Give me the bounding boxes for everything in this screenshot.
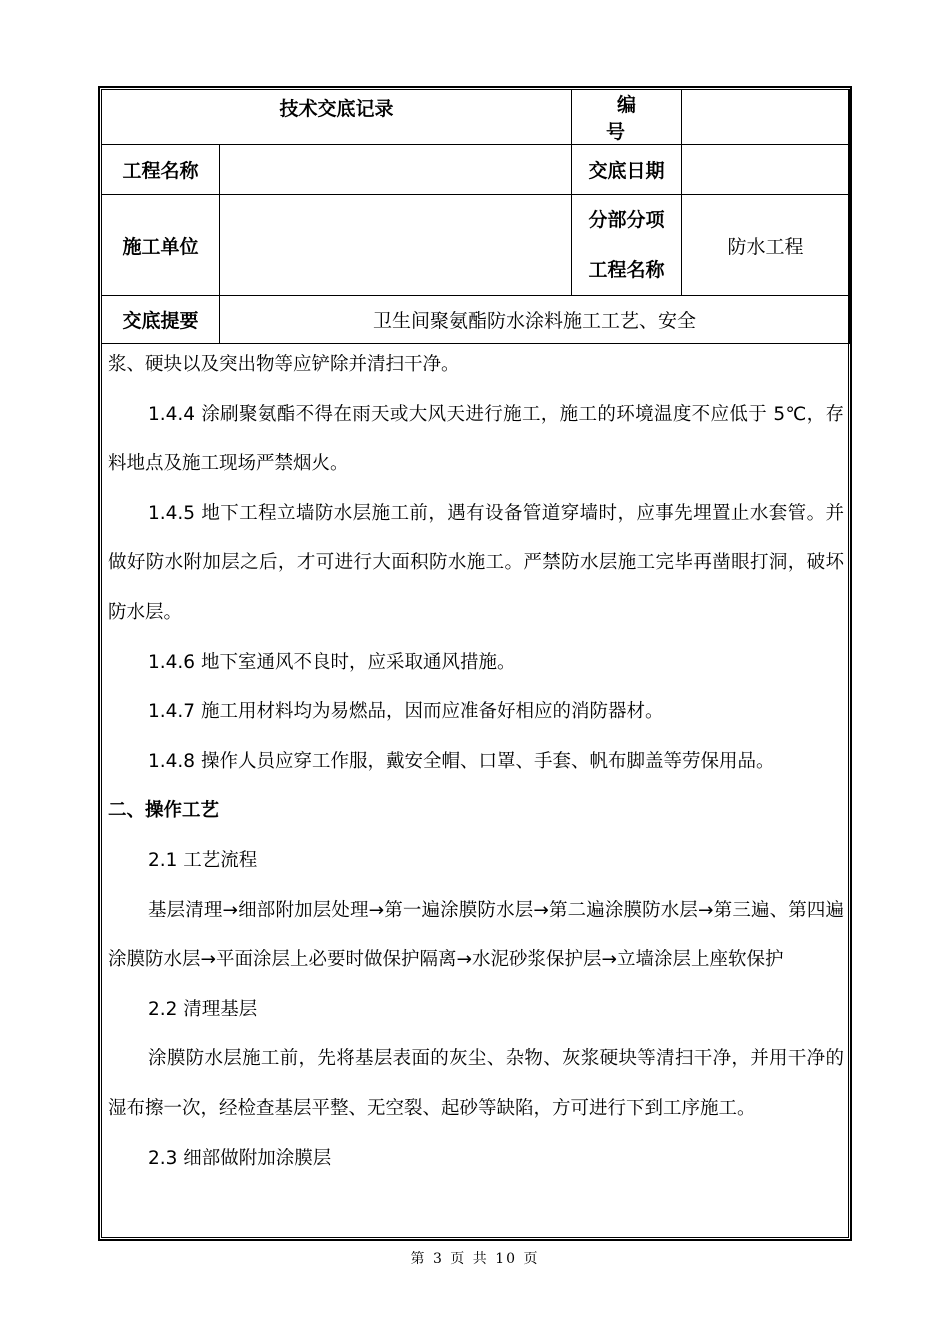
project-name-value[interactable] <box>220 145 572 195</box>
document-title: 技术交底记录 <box>102 90 572 145</box>
page-footer: 第 3 页 共 10 页 <box>410 1251 540 1267</box>
number-label: 编 号 <box>572 90 682 145</box>
subsection-heading: 2.3 细部做附加涂膜层 <box>148 1147 332 1169</box>
date-value[interactable] <box>682 145 850 195</box>
subsection-heading: 2.1 工艺流程 <box>148 849 258 871</box>
date-label: 交底日期 <box>572 145 682 195</box>
section-heading: 二、操作工艺 <box>108 800 220 822</box>
sub-project-label-line2: 工程名称 <box>588 259 665 281</box>
paragraph: 1.4.7 施工用材料均为易燃品，因而应准备好相应的消防器材。 <box>148 701 664 723</box>
header-table <box>101 89 850 344</box>
sub-project-label <box>572 195 682 296</box>
paragraph: 1.4.6 地下室通风不良时，应采取通风措施。 <box>148 651 516 673</box>
paragraph: 1.4.5 地下工程立墙防水层施工前，遇有设备管道穿墙时，应事先埋置止水套管。并做好防水附加层之后，才可进行大面积防水施工。严禁防水层施工完毕再凿眼打洞，破坏防水层。 <box>108 502 844 623</box>
sub-project-value: 防水工程 <box>682 195 850 296</box>
paragraph: 1.4.8 操作人员应穿工作服，戴安全帽、口罩、手套、帆布脚盖等劳保用品。 <box>148 750 775 772</box>
body-content <box>108 340 844 1183</box>
summary-label: 交底提要 <box>102 296 220 344</box>
unit-value[interactable] <box>220 195 572 296</box>
project-name-label: 工程名称 <box>102 145 220 195</box>
paragraph: 涂膜防水层施工前，先将基层表面的灰尘、杂物、灰浆硬块等清扫干净，并用干净的湿布擦一次，经检查基层平整、无空裂、起砂等缺陷，方可进行下到工序施工。 <box>108 1048 844 1119</box>
paragraph: 基层清理→细部附加层处理→第一遍涂膜防水层→第二遍涂膜防水层→第三遍、第四遍涂膜防水层→平面涂层上必要时做保护隔离→水泥砂浆保护层→立墙涂层上座软保护 <box>108 899 844 971</box>
summary-value: 卫生间聚氨酯防水涂料施工工艺、安全 <box>220 296 850 344</box>
number-value[interactable] <box>682 90 850 145</box>
sub-project-label-line1: 分部分项 <box>588 209 665 231</box>
subsection-heading: 2.2 清理基层 <box>148 998 258 1020</box>
paragraph: 浆、硬块以及突出物等应铲除并清扫干净。 <box>108 354 460 375</box>
unit-label: 施工单位 <box>102 195 220 296</box>
paragraph: 1.4.4 涂刷聚氨酯不得在雨天或大风天进行施工，施工的环境温度不应低于 5℃，存料地点及施工现场严禁烟火。 <box>108 403 844 475</box>
